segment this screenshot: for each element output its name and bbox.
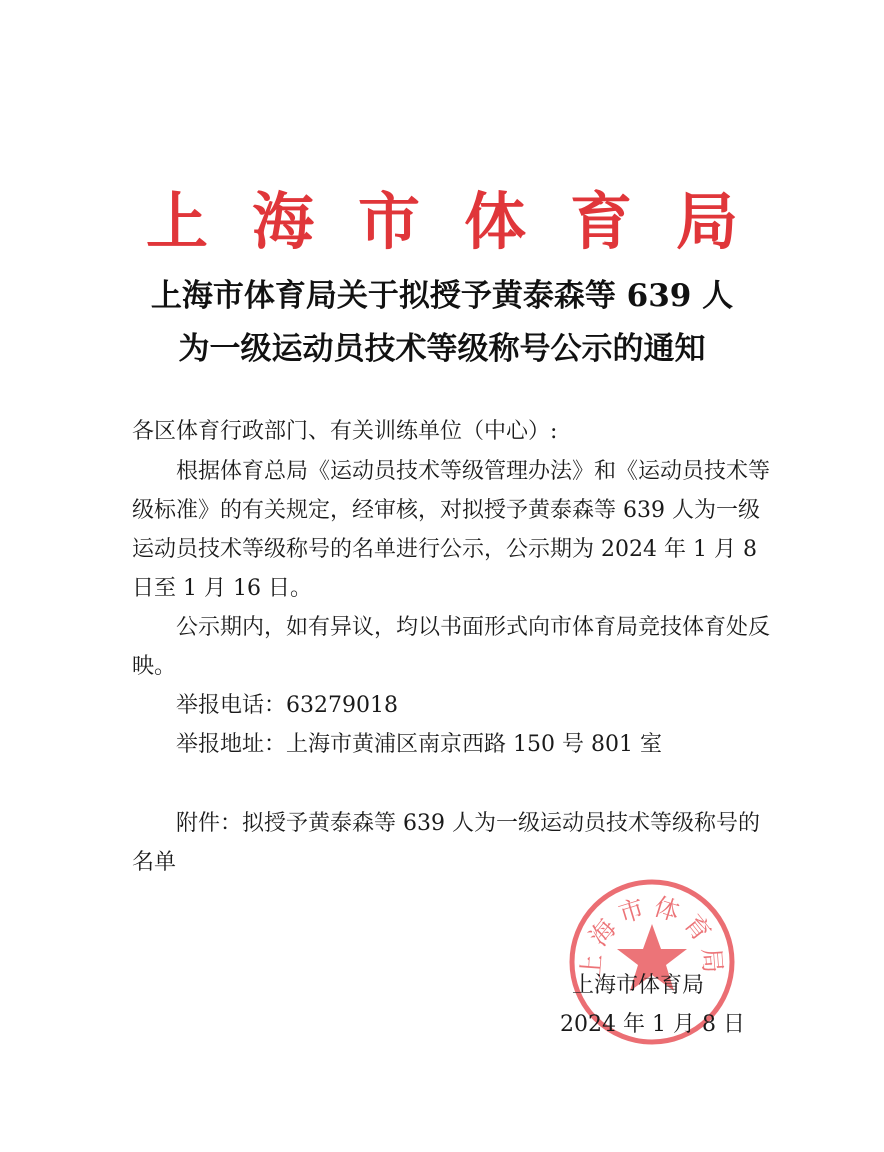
paragraph-main: 根据体育总局《运动员技术等级管理办法》和《运动员技术等级标准》的有关规定，经审核，对拟授予黄泰森等 639 人为一级运动员技术等级称号的名单进行公示，公示期为 2024 年 1 月 8 日至 1 月 16 日。 [132, 459, 771, 601]
svg-text:上海市体育局: 上海市体育局 [576, 891, 728, 980]
signature-date: 2024 年 1 月 8 日 [560, 1012, 745, 1037]
signature-organization: 上海市体育局 [572, 973, 705, 998]
document-title-line-1: 上海市体育局关于拟授予黄泰森等 639 人 [150, 278, 734, 314]
salutation: 各区体育行政部门、有关训练单位（中心）: [132, 419, 558, 444]
letterhead-organization: 上海市体育局 [145, 185, 782, 258]
paragraph-objection: 公示期内，如有异议，均以书面形式向市体育局竞技体育处反映。 [132, 615, 771, 679]
attachment-note: 附件：拟授予黄泰森等 639 人为一级运动员技术等级称号的名单 [132, 811, 760, 875]
report-address: 举报地址：上海市黄浦区南京西路 150 号 801 室 [176, 732, 662, 757]
document-title-line-2: 为一级运动员技术等级称号公示的通知 [178, 331, 706, 367]
report-phone: 举报电话：63279018 [176, 693, 398, 718]
document-title [0, 270, 884, 376]
